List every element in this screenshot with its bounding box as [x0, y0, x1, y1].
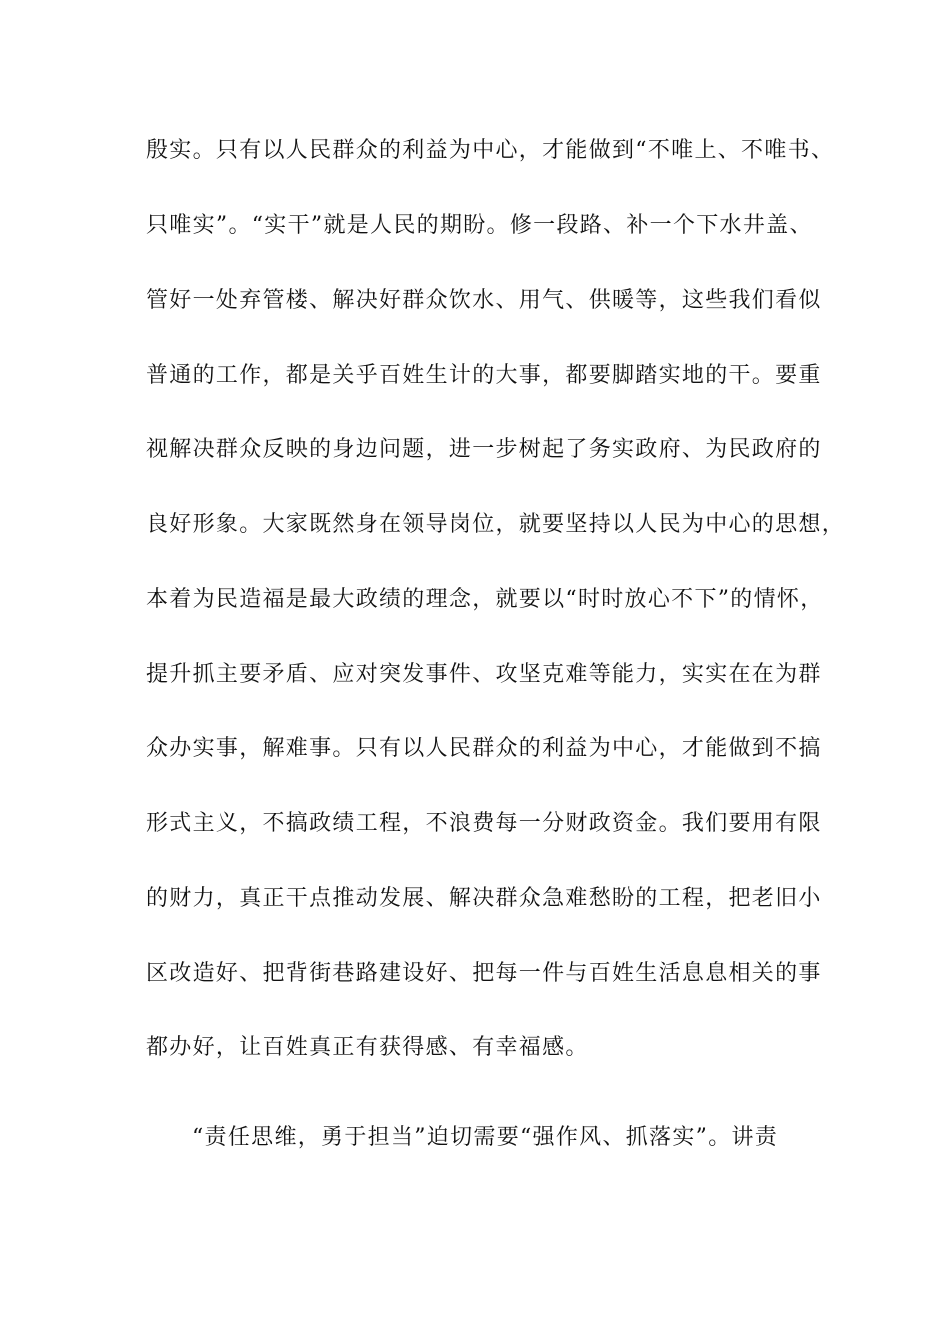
text-line-6: 良好形象。大家既然身在领导岗位，就要坚持以人民为中心的思想， — [146, 512, 846, 537]
text-line-5: 视解决群众反映的身边问题，进一步树起了务实政府、为民政府的 — [146, 437, 822, 462]
text-line-11: 的财力，真正干点推动发展、解决群众急难愁盼的工程，把老旧小 — [146, 886, 822, 911]
text-line-12: 区改造好、把背街巷路建设好、把每一件与百姓生活息息相关的事 — [146, 961, 822, 986]
text-line-1: 殷实。只有以人民群众的利益为中心，才能做到“不唯上、不唯书、 — [146, 138, 835, 163]
text-line-4: 普通的工作，都是关乎百姓生计的大事，都要脚踏实地的干。要重 — [146, 363, 822, 388]
text-line-13: 都办好，让百姓真正有获得感、有幸福感。 — [146, 1035, 589, 1060]
text-line-7: 本着为民造福是最大政绩的理念，就要以“时时放心不下”的情怀， — [146, 587, 824, 612]
text-line-2: 只唯实”。“实干”就是人民的期盼。修一段路、补一个下水井盖、 — [146, 213, 813, 238]
text-line-8: 提升抓主要矛盾、应对突发事件、攻坚克难等能力，实实在在为群 — [146, 662, 822, 687]
text-line-9: 众办实事，解难事。只有以人民群众的利益为中心，才能做到不搞 — [146, 736, 822, 761]
text-line-3: 管好一处弃管楼、解决好群众饮水、用气、供暖等，这些我们看似 — [146, 288, 822, 313]
paragraph-start-line: “责任思维，勇于担当”迫切需要“强作风、抓落实”。讲责 — [192, 1125, 779, 1150]
text-line-10: 形式主义，不搞政绩工程，不浪费每一分财政资金。我们要用有限 — [146, 811, 822, 836]
